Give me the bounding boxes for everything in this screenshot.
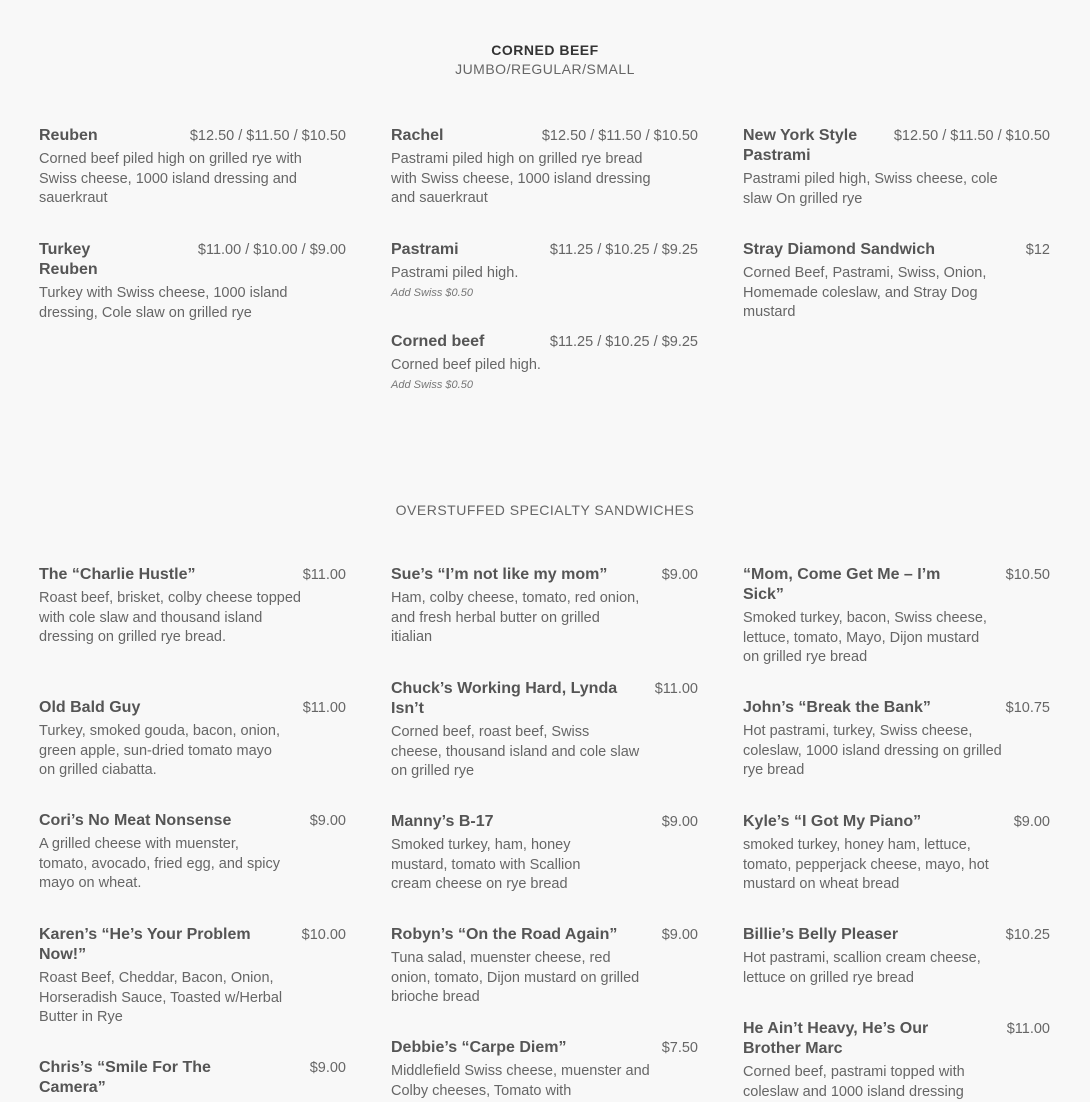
- item-name: “Mom, Come Get Me – I’m Sick”: [743, 566, 941, 603]
- item-name: Old Bald Guy: [39, 699, 141, 716]
- menu-item: [391, 565, 698, 648]
- item-name: Kyle’s “I Got My Piano”: [743, 813, 922, 830]
- menu-item: [743, 812, 1050, 895]
- section-header-corned-beef: [0, 42, 1090, 77]
- item-name: New York Style Pastrami: [743, 127, 858, 164]
- item-name: Turkey Reuben: [39, 241, 98, 278]
- item-description: Roast beef, brisket, colby cheese topped with cole slaw and thousand island dressing on grilled rye bread.: [39, 590, 301, 645]
- menu-item: [39, 1058, 346, 1098]
- section-title: CORNED BEEF: [491, 42, 599, 58]
- item-name: Sue’s “I’m not like my mom”: [391, 566, 608, 583]
- item-price: $10.25: [1005, 927, 1050, 943]
- item-name: John’s “Break the Bank”: [743, 699, 931, 716]
- menu-item: [391, 679, 698, 782]
- item-description: Ham, colby cheese, tomato, red onion, and fresh herbal butter on grilled itialian: [391, 590, 640, 645]
- item-price: $11.25 / $10.25 / $9.25: [549, 334, 698, 350]
- menu-item: [39, 811, 346, 894]
- menu-item: [743, 240, 1050, 323]
- item-price: $12.50 / $11.50 / $10.50: [893, 128, 1050, 144]
- menu-item: [391, 126, 698, 209]
- item-name: He Ain’t Heavy, He’s Our Brother Marc: [743, 1020, 929, 1057]
- item-name: Pastrami: [391, 241, 459, 258]
- item-description: Tuna salad, muenster cheese, red onion, tomato, Dijon mustard on grilled brioche bread: [391, 950, 640, 1005]
- menu-item: [39, 925, 346, 1028]
- item-name: Cori’s No Meat Nonsense: [39, 812, 232, 829]
- item-description: Roast Beef, Cheddar, Bacon, Onion, Horseradish Sauce, Toasted w/Herbal Butter in Rye: [39, 970, 283, 1025]
- menu-item: [391, 812, 698, 895]
- item-name: Manny’s B-17: [391, 813, 494, 830]
- item-price: $10.00: [301, 927, 346, 943]
- item-description: Turkey, smoked gouda, bacon, onion, green apple, sun-dried tomato mayo on grilled ciabatta.: [39, 723, 281, 778]
- item-name: Chuck’s Working Hard, Lynda Isn’t: [391, 680, 618, 717]
- item-price: $11.25 / $10.25 / $9.25: [549, 242, 698, 258]
- item-description: Hot pastrami, scallion cream cheese, lettuce on grilled rye bread: [743, 950, 981, 986]
- item-price: $9.00: [1013, 814, 1050, 830]
- section-title: OVERSTUFFED SPECIALTY SANDWICHES: [395, 502, 695, 518]
- item-description: Turkey with Swiss cheese, 1000 island dressing, Cole slaw on grilled rye: [39, 285, 288, 321]
- item-price: $9.00: [661, 927, 698, 943]
- item-price: $12.50 / $11.50 / $10.50: [541, 128, 698, 144]
- item-description: Pastrami piled high on grilled rye bread with Swiss cheese, 1000 island dressing and sauerkraut: [391, 151, 651, 206]
- item-price: $9.00: [661, 567, 698, 583]
- item-description: Pastrami piled high.: [391, 265, 519, 281]
- item-description: Smoked turkey, ham, honey mustard, tomato with Scallion cream cheese on rye bread: [391, 837, 581, 892]
- item-price: $12.50 / $11.50 / $10.50: [189, 128, 346, 144]
- item-price: $7.50: [661, 1040, 698, 1056]
- menu-item: [743, 565, 1050, 668]
- item-description: Middlefield Swiss cheese, muenster and Colby cheeses, Tomato with: [391, 1063, 650, 1099]
- item-name: The “Charlie Hustle”: [39, 566, 196, 583]
- item-name: Karen’s “He’s Your Problem Now!”: [39, 926, 251, 963]
- item-name: Stray Diamond Sandwich: [743, 241, 936, 258]
- item-name: Rachel: [391, 127, 444, 144]
- item-price: $11.00: [302, 567, 346, 583]
- menu-item: [743, 1019, 1050, 1102]
- item-name: Robyn’s “On the Road Again”: [391, 926, 618, 943]
- menu-item: [39, 240, 346, 323]
- menu-item: [391, 1038, 698, 1101]
- item-price: $12: [1025, 242, 1050, 258]
- menu-item: [39, 565, 346, 648]
- item-price: $11.00: [654, 681, 698, 697]
- item-price: $11.00 / $10.00 / $9.00: [197, 242, 346, 258]
- section-subtitle: JUMBO/REGULAR/SMALL: [455, 61, 635, 77]
- item-name: Billie’s Belly Pleaser: [743, 926, 899, 943]
- menu-item: [743, 925, 1050, 988]
- item-name: Corned beef: [391, 333, 485, 350]
- item-name: Debbie’s “Carpe Diem”: [391, 1039, 567, 1056]
- item-note: Add Swiss $0.50: [391, 286, 473, 299]
- item-description: A grilled cheese with muenster, tomato, avocado, fried egg, and spicy mayo on wheat.: [39, 836, 281, 891]
- menu-item: [391, 925, 698, 1008]
- item-price: $11.00: [1006, 1021, 1050, 1037]
- menu-item: [391, 332, 698, 393]
- item-name: Chris’s “Smile For The Camera”: [39, 1059, 211, 1096]
- menu-item: [743, 126, 1050, 209]
- item-description: Corned beef, pastrami topped with coleslaw and 1000 island dressing: [743, 1064, 965, 1100]
- section-header-specialty: [0, 502, 1090, 518]
- menu-item: [743, 698, 1050, 781]
- item-description: Smoked turkey, bacon, Swiss cheese, lettuce, tomato, Mayo, Dijon mustard on grilled rye bread: [743, 610, 987, 665]
- item-name: Reuben: [39, 127, 98, 144]
- item-price: $11.00: [302, 700, 346, 716]
- item-description: Pastrami piled high, Swiss cheese, cole slaw On grilled rye: [743, 171, 998, 207]
- item-description: Corned Beef, Pastrami, Swiss, Onion, Homemade coleslaw, and Stray Dog mustard: [743, 265, 987, 320]
- item-price: $10.50: [1005, 567, 1050, 583]
- item-description: Corned beef piled high on grilled rye with Swiss cheese, 1000 island dressing and sauerkraut: [39, 151, 302, 206]
- item-price: $9.00: [661, 814, 698, 830]
- menu-item: [39, 698, 346, 781]
- item-description: Corned beef piled high.: [391, 357, 541, 373]
- item-description: smoked turkey, honey ham, lettuce, tomato, pepperjack cheese, mayo, hot mustard on wheat bread: [743, 837, 989, 892]
- item-note: Add Swiss $0.50: [391, 378, 473, 391]
- item-price: $9.00: [309, 1060, 346, 1076]
- item-description: Hot pastrami, turkey, Swiss cheese, coleslaw, 1000 island dressing on grilled rye bread: [743, 723, 1002, 778]
- menu-item: [391, 240, 698, 301]
- item-price: $9.00: [309, 813, 346, 829]
- item-price: $10.75: [1005, 700, 1050, 716]
- menu-item: [39, 126, 346, 209]
- item-description: Corned beef, roast beef, Swiss cheese, thousand island and cole slaw on grilled rye: [391, 724, 640, 779]
